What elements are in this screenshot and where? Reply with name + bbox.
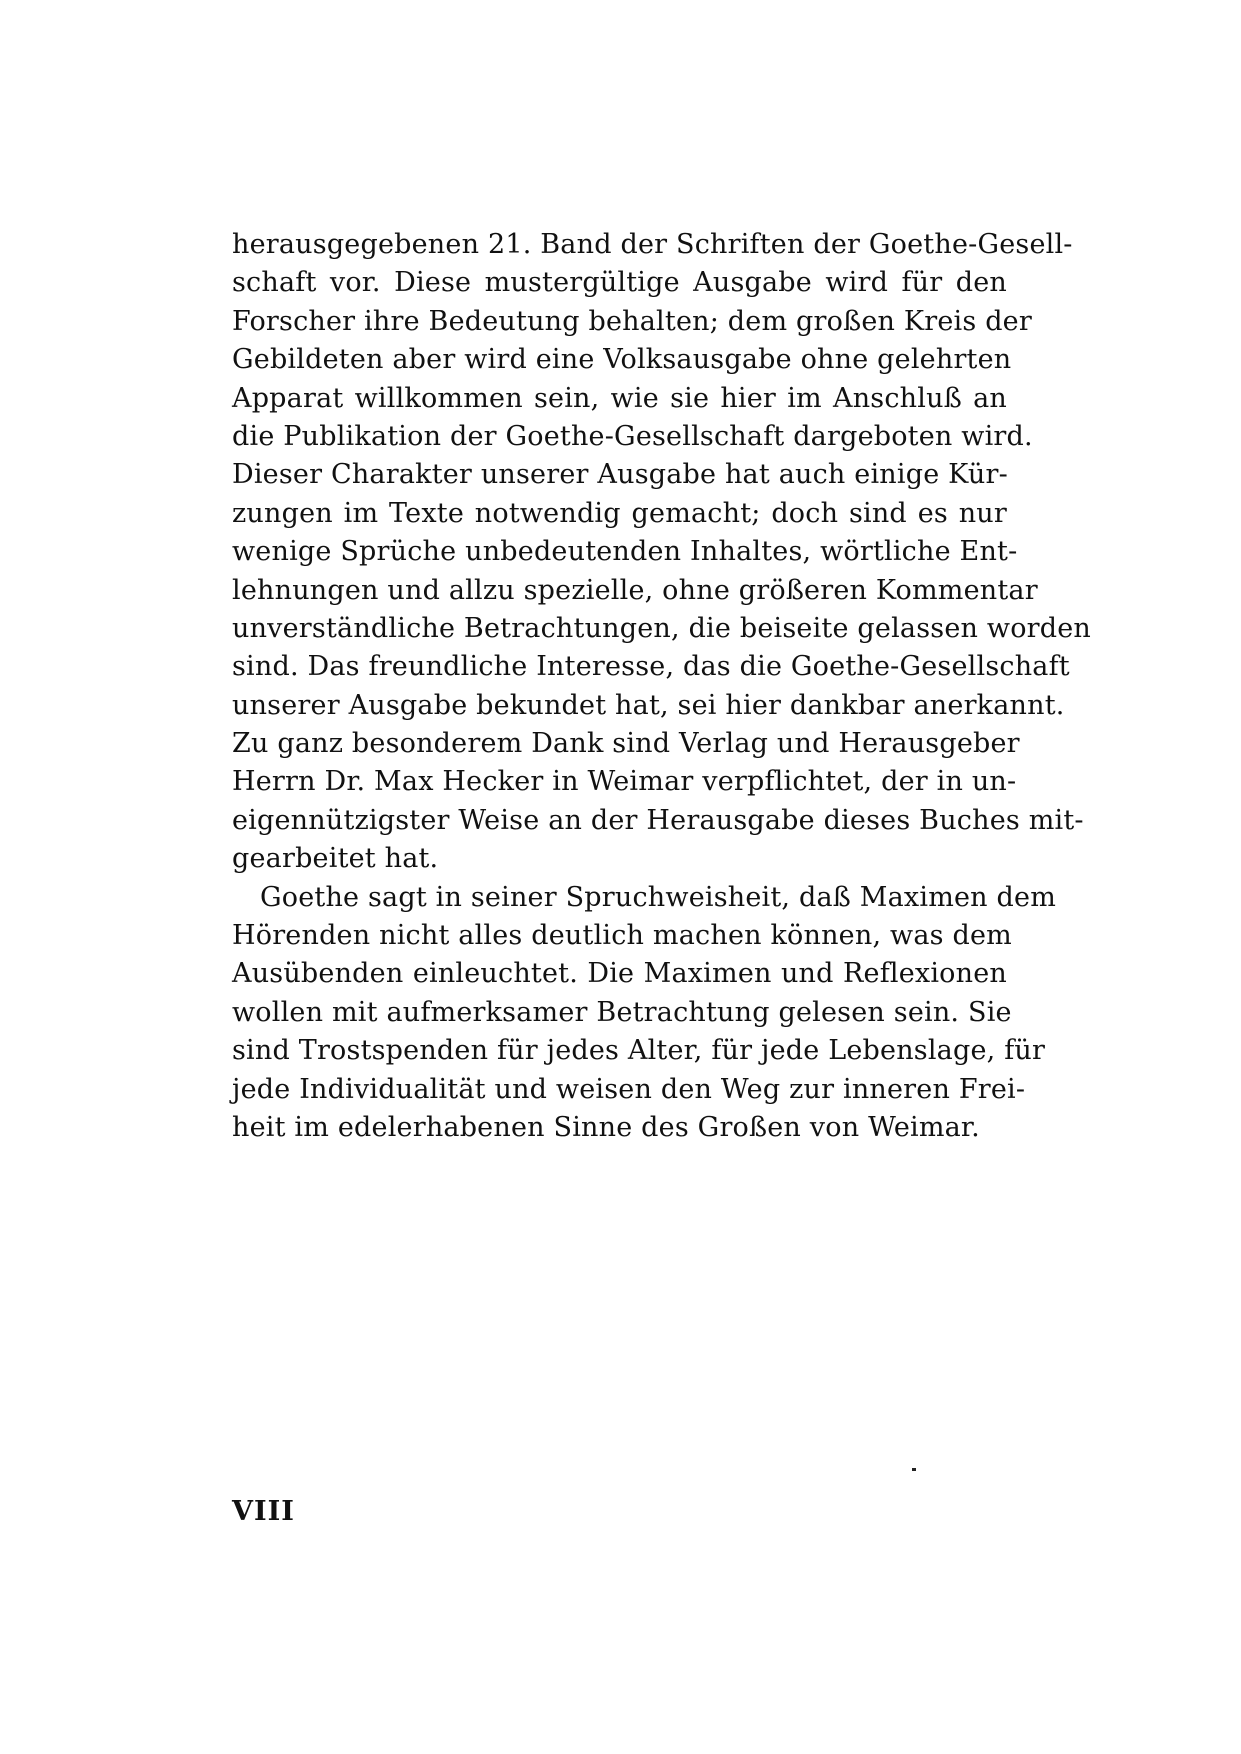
text-line: Gebildeten aber wird eine Volksausgabe ohne gelehrten [232,344,1012,376]
text-line: zungen im Texte notwendig gemacht; doch sind es nur [232,497,1007,529]
text-line: heit im edelerhabenen Sinne des Großen von Weimar. [232,1111,980,1143]
text-line: sind Trostspenden für jedes Alter, für jede Lebenslage, für [232,1035,1046,1067]
text-line: gearbeitet hat. [232,843,439,875]
text-line: lehnungen und allzu spezielle, ohne größeren Kommentar [232,574,1038,606]
text-line: Zu ganz besonderem Dank sind Verlag und Herausgeber [232,728,1020,760]
body-text [232,226,1092,1147]
print-speck [912,1468,916,1471]
text-line: eigennützigster Weise an der Herausgabe dieses Buches mit- [232,804,1084,836]
text-line: wenige Sprüche unbedeutenden Inhaltes, wörtliche Ent- [232,536,1018,568]
paragraph-2 [232,879,1057,1148]
text-line: die Publikation der Goethe-Gesellschaft dargeboten wird. [232,420,1033,452]
text-line: Dieser Charakter unserer Ausgabe hat auch einige Kür- [232,459,1008,491]
text-line: herausgegebenen 21. Band der Schriften der Goethe-Gesell- [232,229,1073,260]
text-line: wollen mit aufmerksamer Betrachtung gelesen sein. Sie [232,996,1012,1028]
page-number: VIII [232,1496,295,1527]
text-line: Goethe sagt in seiner Spruchweisheit, daß Maximen dem [260,881,1057,913]
text-line: schaft vor. Diese mustergültige Ausgabe wird für den [232,267,1007,299]
text-line: unverständliche Betrachtungen, die beiseite gelassen worden [232,612,1092,644]
text-line: Apparat willkommen sein, wie sie hier im Anschluß an [232,382,1007,414]
text-line: Herrn Dr. Max Hecker in Weimar verpflichtet, der in un- [232,766,1017,798]
text-line: jede Individualität und weisen den Weg zur inneren Frei- [232,1073,1026,1105]
text-line: Ausübenden einleuchtet. Die Maximen und Reflexionen [232,958,1007,990]
text-line: unserer Ausgabe bekundet hat, sei hier dankbar anerkannt. [232,689,1065,721]
text-line: sind. Das freundliche Interesse, das die Goethe-Gesellschaft [232,651,1070,683]
text-line: Forscher ihre Bedeutung behalten; dem großen Kreis der [232,305,1032,337]
paragraph-1 [232,226,1092,879]
text-line: Hörenden nicht alles deutlich machen können, was dem [232,920,1012,952]
